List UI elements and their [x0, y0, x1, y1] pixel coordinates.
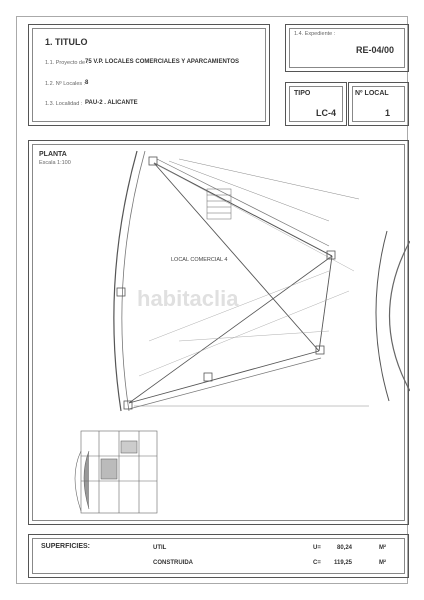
- dimension-line: [179, 331, 329, 341]
- wall-line: [129, 351, 319, 403]
- surface-construida-name: CONSTRUIDA: [153, 560, 193, 566]
- tipo-label: TIPO: [294, 90, 311, 97]
- surface-util-value: 80,24: [337, 545, 353, 551]
- dimension-line: [169, 161, 329, 221]
- expediente-label: 1.4. Expediente :: [294, 31, 336, 37]
- outer-curved-wall-inner: [122, 151, 145, 411]
- wall-line: [129, 358, 321, 409]
- dimension-line: [179, 159, 359, 199]
- wall-line: [129, 256, 332, 403]
- pillar: [316, 346, 324, 354]
- wall-line: [157, 159, 329, 246]
- title-block: [28, 24, 270, 126]
- tipo-block: [285, 82, 347, 126]
- floor-plan-drawing: [29, 141, 410, 526]
- surface-util-unit: M²: [379, 545, 386, 551]
- round-column: [390, 241, 411, 391]
- expediente-block: [285, 24, 409, 72]
- tipo-value: LC-4: [316, 108, 336, 118]
- surfaces-label: SUPERFICIES:: [41, 543, 91, 550]
- plan-block: [28, 140, 409, 525]
- wall-line: [154, 163, 332, 256]
- nlocal-value: 1: [384, 108, 390, 118]
- localidad-value: PAU-2 . ALICANTE: [85, 100, 138, 106]
- surface-construida-value: 119,25: [334, 560, 353, 566]
- locales-value: 8: [85, 80, 89, 86]
- right-curve: [376, 231, 389, 401]
- key-plan: [75, 431, 157, 513]
- surface-construida-symbol: C=: [313, 560, 321, 566]
- plan-title: PLANTA: [39, 151, 67, 158]
- project-value: 75 V.P. LOCALES COMERCIALES Y APARCAMIENTOS: [85, 59, 240, 65]
- project-label: 1.1. Proyecto de :: [45, 60, 89, 66]
- pillar: [204, 373, 212, 381]
- watermark: habitaclia: [137, 286, 239, 311]
- room-label: LOCAL COMERCIAL 4: [171, 257, 228, 263]
- nlocal-label: Nº LOCAL: [355, 90, 389, 97]
- surfaces-block: [28, 534, 409, 578]
- surface-util-name: UTIL: [153, 545, 167, 551]
- wall-line: [319, 256, 332, 351]
- surface-construida-unit: M²: [379, 560, 386, 566]
- title-heading: 1. TITULO: [45, 37, 88, 47]
- outer-curved-wall: [114, 151, 137, 411]
- plan-scale: Escala 1:100: [39, 160, 71, 166]
- dimension-line: [154, 163, 354, 271]
- pillar: [117, 288, 125, 296]
- expediente-value: RE-04/00: [355, 45, 394, 55]
- localidad-label: 1.3. Localidad :: [45, 101, 83, 107]
- nlocal-block: [348, 82, 409, 126]
- locales-label: 1.2. Nº Locales :: [45, 81, 86, 87]
- surface-util-symbol: U=: [313, 545, 321, 551]
